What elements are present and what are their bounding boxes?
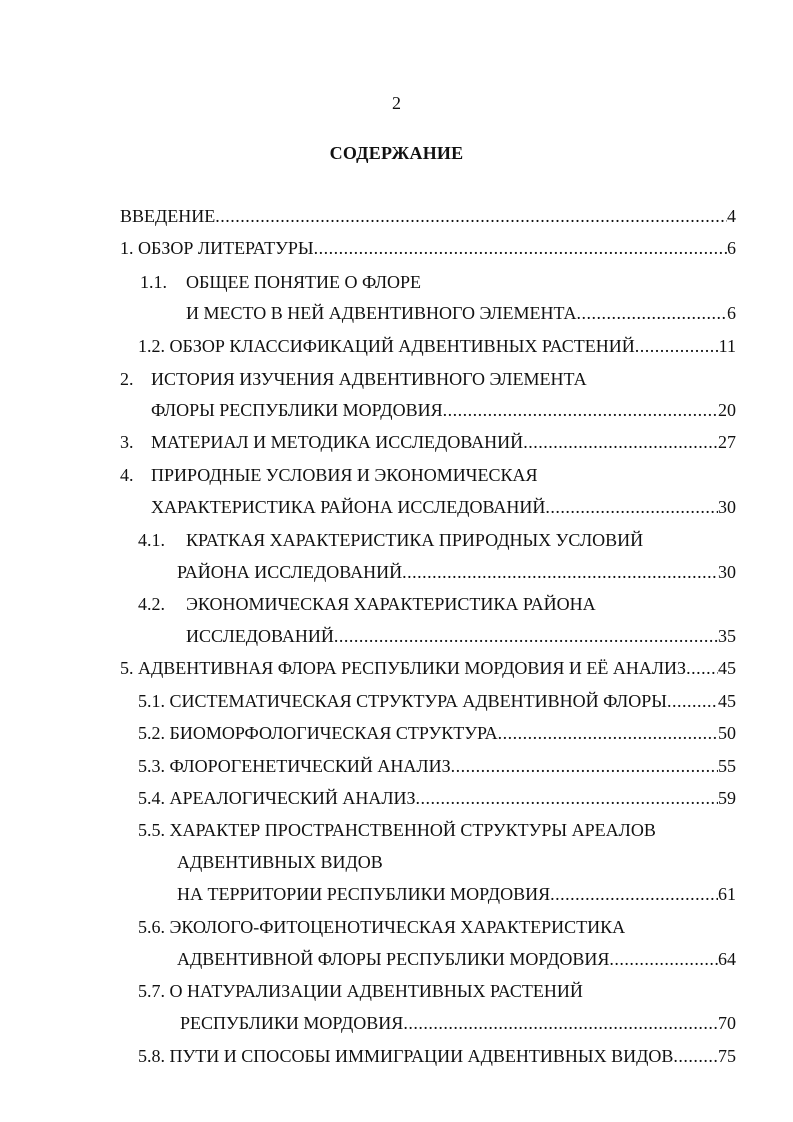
toc-entry-title: ОБЩЕЕ ПОНЯТИЕ О ФЛОРЕ [186, 272, 422, 292]
toc-entry-5-6-line2[interactable] [177, 948, 736, 970]
page-title: СОДЕРЖАНИЕ [329, 143, 464, 163]
toc-entry-title: 5.6. ЭКОЛОГО-ФИТОЦЕНОТИЧЕСКАЯ ХАРАКТЕРИСТИКА [138, 917, 626, 937]
toc-entry-4-2-line1[interactable] [186, 593, 596, 615]
toc-entry-title: ЭКОНОМИЧЕСКАЯ ХАРАКТЕРИСТИКА РАЙОНА [186, 594, 596, 614]
toc-entry-1-2[interactable] [138, 335, 736, 357]
toc-entry-number: 4. [120, 465, 134, 485]
toc-page-number: 6 [727, 238, 736, 258]
dot-leader [215, 205, 727, 227]
dot-leader [498, 722, 718, 744]
toc-entry-5-8[interactable] [138, 1045, 736, 1067]
toc-page-number: 61 [718, 884, 736, 904]
toc-entry-4-line2[interactable] [151, 496, 736, 518]
toc-entry-number: 4.1. [138, 530, 165, 550]
toc-entry-title: ХАРАКТЕРИСТИКА РАЙОНА ИССЛЕДОВАНИЙ [151, 497, 546, 517]
toc-entry-title: РЕСПУБЛИКИ МОРДОВИЯ [180, 1013, 404, 1033]
toc-entry-title: ВВЕДЕНИЕ [120, 206, 216, 226]
toc-entry-title: 5.3. ФЛОРОГЕНЕТИЧЕСКИЙ АНАЛИЗ [138, 756, 451, 776]
toc-entry-4-2-line2[interactable] [186, 625, 736, 647]
dot-leader [550, 883, 718, 905]
dot-leader [443, 399, 718, 421]
toc-entry-4-2-num [138, 593, 165, 615]
toc-entry-title: АДВЕНТИВНОЙ ФЛОРЫ РЕСПУБЛИКИ МОРДОВИЯ [177, 949, 610, 969]
toc-entry-4-line1[interactable] [151, 464, 537, 486]
toc-page-number: 45 [718, 691, 736, 711]
toc-entry-number: 3. [120, 432, 134, 452]
toc-entry-title: 5.4. АРЕАЛОГИЧЕСКИЙ АНАЛИЗ [138, 788, 416, 808]
toc-page-number: 6 [727, 303, 736, 323]
toc-entry-5[interactable] [120, 657, 736, 679]
toc-entry-title: 5.1. СИСТЕМАТИЧЕСКАЯ СТРУКТУРА АДВЕНТИВНОЙ ФЛОРЫ [138, 691, 667, 711]
toc-entry-5-3[interactable] [138, 755, 736, 777]
toc-entry-5-5-line1[interactable] [138, 819, 656, 841]
toc-entry-5-7-line1[interactable] [138, 980, 583, 1002]
toc-entry-1-1-line1[interactable] [186, 271, 421, 293]
toc-entry-title: 1.2. ОБЗОР КЛАССИФИКАЦИЙ АДВЕНТИВНЫХ РАСТЕНИЙ [138, 336, 635, 356]
toc-entry-1[interactable] [120, 237, 736, 259]
toc-entry-3[interactable] [151, 431, 736, 453]
toc-entry-title: ПРИРОДНЫЕ УСЛОВИЯ И ЭКОНОМИЧЕСКАЯ [151, 465, 538, 485]
dot-leader [673, 1045, 718, 1067]
toc-page-number: 35 [718, 626, 736, 646]
toc-entry-5-4[interactable] [138, 787, 736, 809]
toc-entry-title: МАТЕРИАЛ И МЕТОДИКА ИССЛЕДОВАНИЙ [151, 432, 524, 452]
dot-leader [635, 335, 719, 357]
toc-page-number: 45 [718, 658, 736, 678]
toc-entry-number: 1.1. [140, 272, 167, 292]
toc-entry-title: 1. ОБЗОР ЛИТЕРАТУРЫ [120, 238, 314, 258]
dot-leader [416, 787, 718, 809]
toc-entry-title: 5.8. ПУТИ И СПОСОБЫ ИММИГРАЦИИ АДВЕНТИВНЫХ ВИДОВ [138, 1046, 674, 1066]
dot-leader [451, 755, 718, 777]
dot-leader [686, 657, 718, 679]
toc-entry-title: ИСТОРИЯ ИЗУЧЕНИЯ АДВЕНТИВНОГО ЭЛЕМЕНТА [151, 369, 587, 389]
toc-entry-1-1-line2[interactable] [186, 302, 736, 324]
toc-page-number: 64 [718, 949, 736, 969]
toc-page-number: 27 [718, 432, 736, 452]
toc-entry-2-num [120, 368, 134, 390]
toc-entry-2-line1[interactable] [151, 368, 587, 390]
toc-page-number: 59 [718, 788, 736, 808]
toc-entry-title: 5. АДВЕНТИВНАЯ ФЛОРА РЕСПУБЛИКИ МОРДОВИЯ И ЕЁ АНАЛИЗ [120, 658, 687, 678]
toc-entry-4-1-num [138, 529, 165, 551]
toc-entry-number: 4.2. [138, 594, 165, 614]
toc-entry-5-5-line3[interactable] [177, 883, 736, 905]
toc-entry-title: 5.7. О НАТУРАЛИЗАЦИИ АДВЕНТИВНЫХ РАСТЕНИЙ [138, 981, 583, 1001]
toc-page-number: 50 [718, 723, 736, 743]
toc-entry-5-1[interactable] [138, 690, 736, 712]
toc-entry-2-line2[interactable] [151, 399, 736, 421]
toc-page-number: 30 [718, 497, 736, 517]
dot-leader [403, 1012, 718, 1034]
dot-leader [577, 302, 727, 324]
toc-entry-5-5-line2[interactable] [177, 851, 383, 873]
dot-leader [523, 431, 718, 453]
toc-entry-title: 5.5. ХАРАКТЕР ПРОСТРАНСТВЕННОЙ СТРУКТУРЫ АРЕАЛОВ [138, 820, 656, 840]
toc-page-number: 75 [718, 1046, 736, 1066]
toc-entry-3-num [120, 431, 134, 453]
dot-leader [667, 690, 718, 712]
toc-page-number: 4 [727, 206, 736, 226]
toc-entry-intro[interactable] [120, 205, 736, 227]
toc-entry-4-1-line1[interactable] [186, 529, 643, 551]
toc-entry-title: КРАТКАЯ ХАРАКТЕРИСТИКА ПРИРОДНЫХ УСЛОВИЙ [186, 530, 644, 550]
toc-entry-title: НА ТЕРРИТОРИИ РЕСПУБЛИКИ МОРДОВИЯ [177, 884, 551, 904]
dot-leader [609, 948, 718, 970]
toc-entry-5-6-line1[interactable] [138, 916, 625, 938]
dot-leader [314, 237, 727, 259]
dot-leader [334, 625, 718, 647]
toc-page-number: 20 [718, 400, 736, 420]
toc-entry-title: АДВЕНТИВНЫХ ВИДОВ [177, 852, 383, 872]
toc-page-number: 30 [718, 562, 736, 582]
toc-entry-title: ИССЛЕДОВАНИЙ [186, 626, 334, 646]
toc-entry-5-7-line2[interactable] [180, 1012, 736, 1034]
toc-page-number: 70 [718, 1013, 736, 1033]
toc-entry-title: И МЕСТО В НЕЙ АДВЕНТИВНОГО ЭЛЕМЕНТА [186, 303, 577, 323]
dot-leader [402, 561, 718, 583]
dot-leader [545, 496, 718, 518]
toc-entry-4-1-line2[interactable] [177, 561, 736, 583]
toc-page-number: 55 [718, 756, 736, 776]
toc-entry-4-num [120, 464, 134, 486]
toc-entry-1-1-num [140, 271, 167, 293]
toc-entry-5-2[interactable] [138, 722, 736, 744]
toc-entry-title: 5.2. БИОМОРФОЛОГИЧЕСКАЯ СТРУКТУРА [138, 723, 498, 743]
toc-page-number: 11 [718, 336, 736, 356]
toc-entry-title: ФЛОРЫ РЕСПУБЛИКИ МОРДОВИЯ [151, 400, 443, 420]
toc-entry-title: РАЙОНА ИССЛЕДОВАНИЙ [177, 562, 403, 582]
toc-entry-number: 2. [120, 369, 134, 389]
page-number: 2 [392, 93, 401, 113]
